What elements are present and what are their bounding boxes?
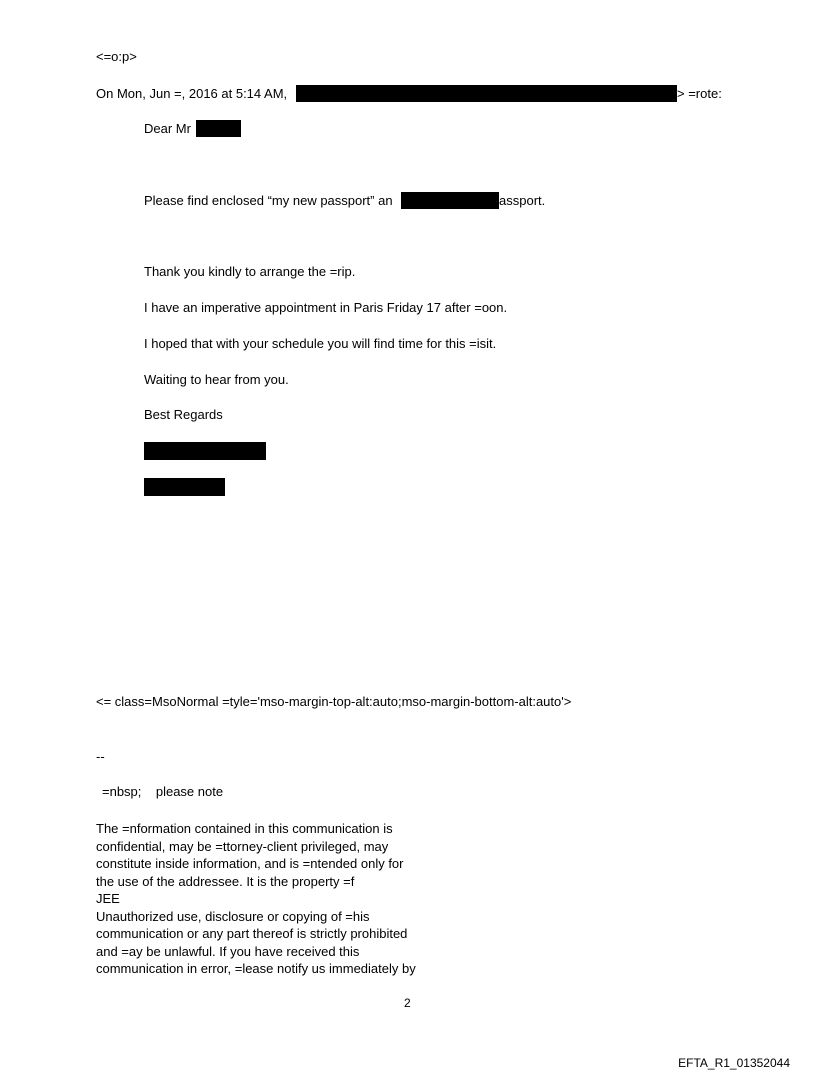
redaction-name: [196, 120, 241, 137]
body-line: Best Regards: [144, 407, 223, 422]
page-number: 2: [404, 996, 411, 1010]
disclaimer-line: confidential, may be =ttorney-client privileged, may: [96, 838, 389, 854]
redaction-passport: [401, 192, 499, 209]
salutation: Dear Mr: [144, 121, 191, 136]
disclaimer-line: constitute inside information, and is =ntended only for: [96, 856, 404, 871]
class-line: <= class=MsoNormal =tyle='mso-margin-top-alt:auto;mso-margin-bottom-alt:auto'>: [96, 694, 572, 709]
body-line: Thank you kindly to arrange the =rip.: [144, 264, 356, 279]
disclaimer-line: Unauthorized use, disclosure or copying of =his: [96, 908, 370, 924]
enclosed-line-prefix: Please find enclosed “my new passport” an: [144, 193, 393, 208]
redaction-signature-2: [144, 478, 225, 496]
disclaimer-line: the use of the addressee. It is the property =f: [96, 873, 355, 889]
redaction-sender: [296, 85, 677, 102]
disclaimer-line: communication or any part thereof is strictly prohibited: [96, 926, 408, 941]
reply-line-prefix: On Mon, Jun =, 2016 at 5:14 AM,: [96, 86, 288, 101]
disclaimer-line: JEE: [96, 891, 120, 906]
disclaimer: [96, 820, 456, 978]
redaction-signature-1: [144, 442, 266, 460]
enclosed-line-suffix: assport.: [499, 193, 546, 208]
document-id: EFTA_R1_01352044: [678, 1056, 790, 1070]
body-line: Waiting to hear from you.: [144, 372, 289, 387]
header-tag: <=o:p>: [96, 49, 137, 64]
body-line: I hoped that with your schedule you will find time for this =isit.: [144, 336, 497, 351]
reply-line-suffix: > =rote:: [677, 86, 722, 101]
body-line: I have an imperative appointment in Paris Friday 17 after =oon.: [144, 300, 508, 315]
disclaimer-line: The =nformation contained in this communication is: [96, 821, 393, 836]
separator: --: [96, 749, 105, 764]
disclaimer-line: and =ay be unlawful. If you have received this: [96, 943, 360, 959]
note-line: =nbsp; please note: [102, 784, 224, 799]
disclaimer-line: communication in error, =lease notify us immediately by: [96, 961, 416, 976]
